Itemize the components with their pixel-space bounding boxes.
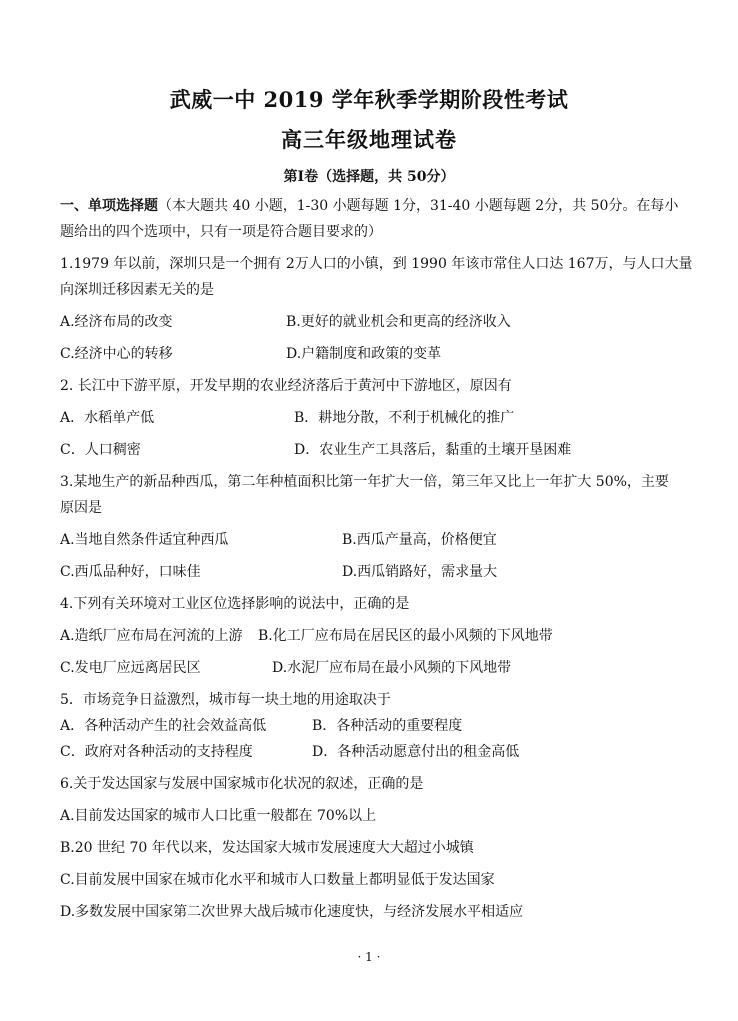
question-4-option-b: B.化工厂应布局在居民区的最小风频的下风地带: [258, 628, 553, 644]
question-1-option-a: A.经济布局的改变: [60, 314, 173, 330]
exam-subtitle: 高三年级地理试卷: [281, 127, 457, 152]
question-2-option-a: A．水稻单产低: [60, 410, 155, 426]
question-6-option-c: C.目前发展中国家在城市化水平和城市人口数量上都明显低于发达国家: [60, 872, 495, 888]
question-5-stem: 5．市场竞争日益激烈，城市每一块土地的用途取决于: [60, 692, 391, 708]
question-3-stem-2: 原因是: [60, 500, 102, 516]
question-1-option-b: B.更好的就业机会和更高的经济收入: [286, 314, 511, 330]
question-2-option-b: B．耕地分散，不利于机械化的推广: [294, 410, 515, 426]
section-heading: 一、单项选择题: [60, 198, 158, 214]
question-6-option-d: D.多数发展中国家第二次世界大战后城市化速度快，与经济发展水平相适应: [60, 904, 524, 920]
question-2-option-c: C．人口稠密: [60, 442, 141, 458]
question-2-stem: 2. 长江中下游平原，开发早期的农业经济落后于黄河中下游地区，原因有: [60, 378, 512, 394]
question-4-option-a: A.造纸厂应布局在河流的上游: [60, 628, 243, 644]
question-1-option-c: C.经济中心的转移: [60, 346, 173, 362]
question-5-option-d: D．各种活动愿意付出的租金高低: [312, 744, 520, 760]
question-4-option-d: D.水泥厂应布局在最小风频的下风地带: [272, 660, 512, 676]
question-3-option-a: A.当地自然条件适宜种西瓜: [60, 532, 229, 548]
question-5-option-b: B．各种活动的重要程度: [312, 718, 463, 734]
question-1-stem-2: 向深圳迁移因素无关的是: [60, 282, 214, 298]
page-number: · 1 ·: [357, 950, 381, 964]
question-6-option-a: A.目前发达国家的城市人口比重一般都在 70%以上: [60, 808, 377, 824]
question-content: [60, 193, 693, 925]
question-5-option-a: A．各种活动产生的社会效益高低: [60, 718, 267, 734]
question-3-option-c: C.西瓜品种好，口味佳: [60, 564, 201, 580]
part-heading: 第Ⅰ卷（选择题，共 50分）: [283, 169, 455, 185]
section-desc-1: （本大题共 40 小题，1-30 小题每题 1分，31-40 小题每题 2分，共 50分。在每小: [158, 198, 679, 214]
question-1-stem-1: 1.1979 年以前，深圳只是一个拥有 2万人口的小镇，到 1990 年该市常住人口达 167万，与人口大量: [60, 256, 693, 272]
question-6-option-b: B.20 世纪 70 年代以来，发达国家大城市发展速度大大超过小城镇: [60, 840, 474, 856]
question-2-option-d: D．农业生产工具落后，黏重的土壤开垦困难: [294, 442, 572, 458]
section-intro-line-1: [60, 193, 690, 219]
section-desc-2: 题给出的四个选项中，只有一项是符合题目要求的）: [60, 224, 382, 240]
question-6-stem: 6.关于发达国家与发展中国家城市化状况的叙述，正确的是: [60, 776, 424, 792]
question-4-stem: 4.下列有关环境对工业区位选择影响的说法中，正确的是: [60, 596, 410, 612]
question-1-option-d: D.户籍制度和政策的变革: [286, 346, 442, 362]
question-3-stem-1: 3.某地生产的新品种西瓜，第二年种植面积比第一年扩大一倍，第三年又比上一年扩大 50%，主要: [60, 474, 669, 490]
question-3-option-d: D.西瓜销路好，需求量大: [342, 564, 498, 580]
question-4-option-c: C.发电厂应远离居民区: [60, 660, 201, 676]
exam-title: 武威一中 2019 学年秋季学期阶段性考试: [169, 87, 569, 112]
question-3-option-b: B.西瓜产量高，价格便宜: [342, 532, 497, 548]
question-5-option-c: C．政府对各种活动的支持程度: [60, 744, 253, 760]
